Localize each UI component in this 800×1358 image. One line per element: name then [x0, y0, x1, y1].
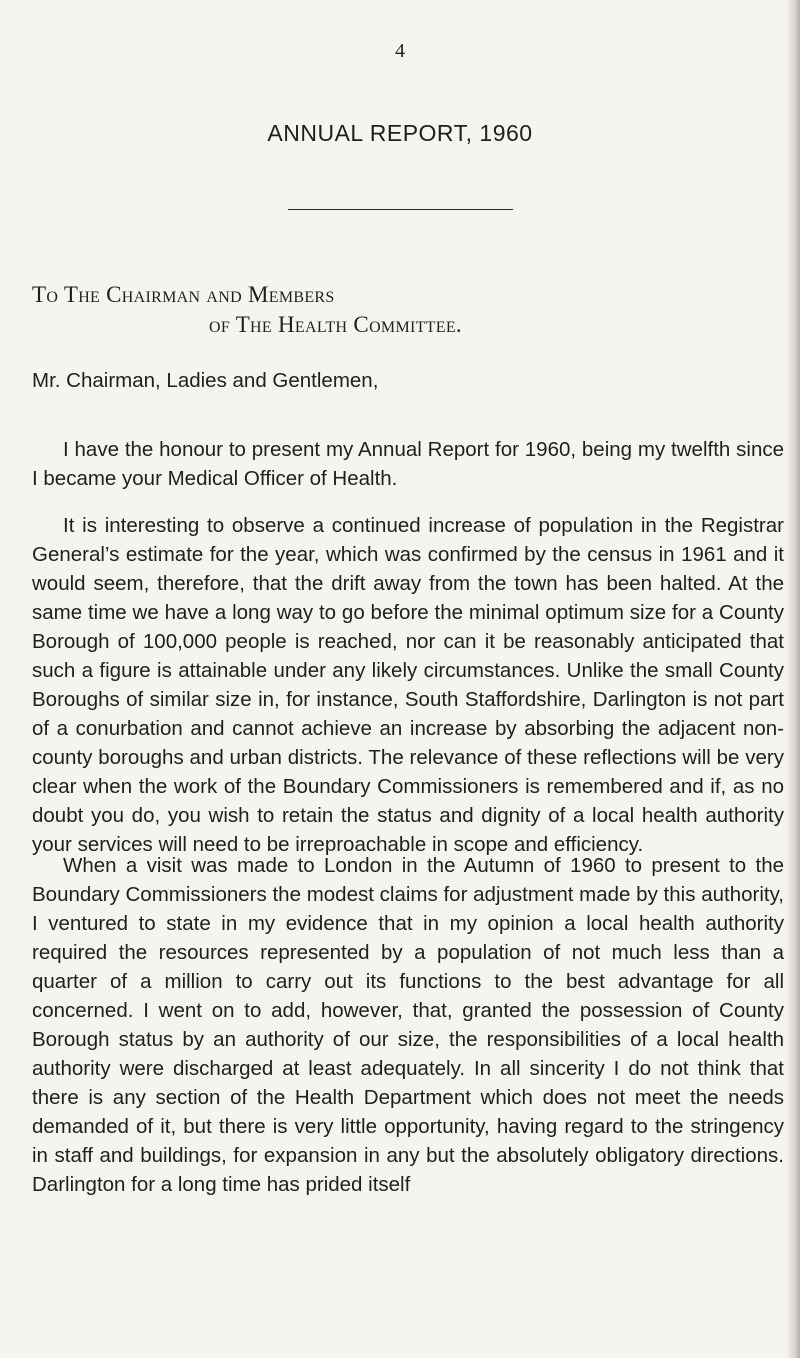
paragraph: When a visit was made to London in the Autumn of 1960 to present to the Boundary Commissioners the modest claims for adjustment made by this authority, I ventured to state in my evidence that in my opinion a local health authority required the resources represented by a population of not much less than a quarter of a million to carry out its functions to the best advantage for all concerned. I went on to add, however, that, granted the possession of County Borough status by an authority of our size, the responsibilities of a local health authority were discharged at least adequately. In all sincerity I do not think that there is any section of the Health Department which does not meet the needs demanded of it, but there is very little opportunity, having regard to the stringency in staff and buildings, for expansion in any but the absolutely obligatory directions. Darlington for a long time has prided itself: [32, 854, 784, 1196]
paragraph: It is interesting to observe a continued increase of population in the Registrar General’s estimate for the year, which was confirmed by the census in 1961 and it would seem, therefore, that the drift away from the town has been halted. At the same time we have a long way to go before the minimal optimum size for a County Borough of 100,000 people is reached, nor can it be reasonably anticipated that such a figure is attainable under any likely circumstances. Unlike the small County Boroughs of similar size in, for instance, South Staffordshire, Darlington is not part of a conurbation and cannot achieve an increase by absorbing the adjacent non-county boroughs and urban districts. The relevance of these reflections will be very clear when the work of the Boundary Commissioners is remembered and if, as no doubt you do, you wish to retain the status and dignity of a local health authority your services will need to be irreproachable in scope and efficiency.: [32, 514, 784, 856]
report-title: ANNUAL REPORT, 1960: [267, 120, 533, 146]
salutation-line-1: To The Chairman and Members: [32, 282, 335, 307]
greeting: Mr. Chairman, Ladies and Gentlemen,: [32, 369, 379, 392]
title-divider: [288, 209, 513, 210]
salutation-line-2: of The Health Committee.: [209, 312, 462, 337]
page-number: 4: [395, 40, 405, 62]
page-edge-shadow: [786, 0, 800, 1358]
paragraph: I have the honour to present my Annual Report for 1960, being my twelfth since I became your Medical Officer of Health.: [32, 438, 784, 490]
